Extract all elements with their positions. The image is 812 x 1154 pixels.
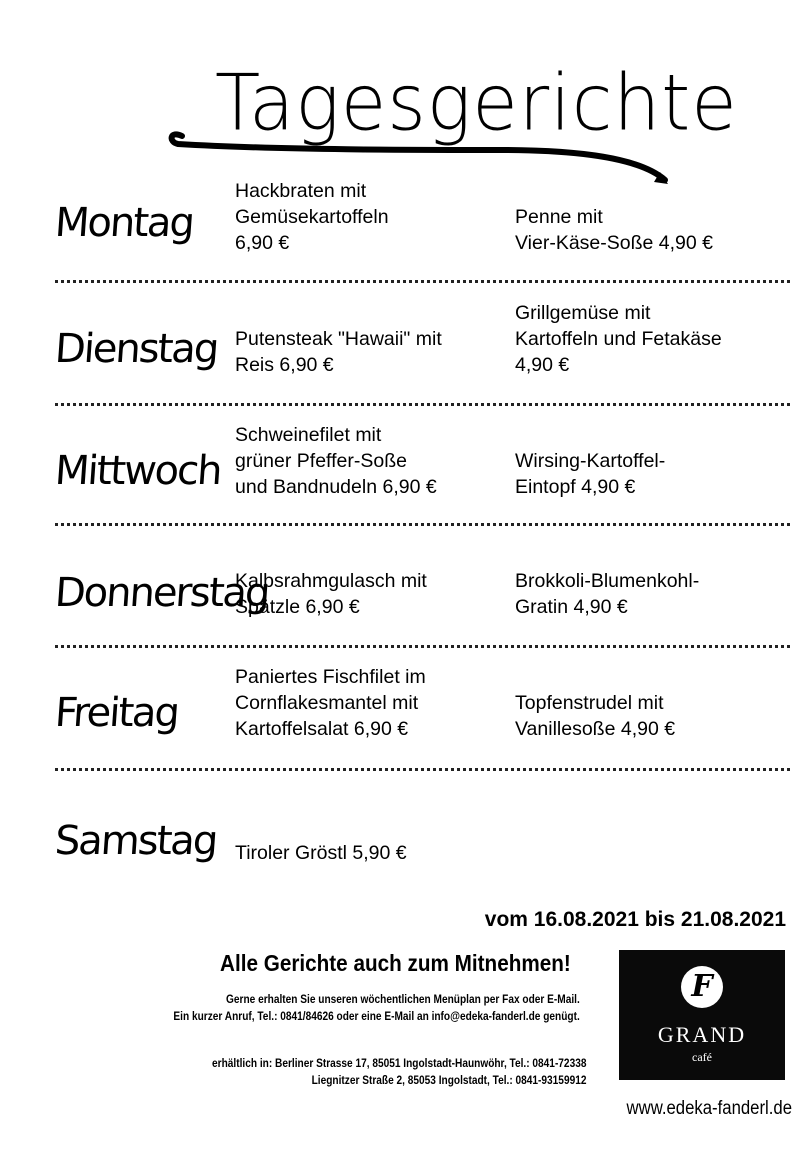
page-title-block: [160, 57, 738, 198]
info-text: [174, 992, 580, 1026]
day-label-saturday: Samstag: [53, 818, 218, 864]
day-label-monday: Montag: [53, 200, 195, 246]
dotted-divider: [55, 403, 790, 406]
dish-veg-tuesday: Grillgemüse mit Kartoffeln und Fetakäse 4,90 €: [515, 302, 722, 376]
dotted-divider: [55, 645, 790, 648]
dish-main-wednesday: Schweinefilet mit grüner Pfeffer-Soße und Bandnudeln 6,90 €: [235, 424, 437, 498]
info-line-2-suffix: genügt.: [540, 1011, 580, 1023]
dish-main-monday: Hackbraten mit Gemüsekartoffeln 6,90 €: [235, 180, 389, 254]
takeaway-note: Alle Gerichte auch zum Mitnehmen!: [220, 950, 571, 976]
dish-veg-thursday: Brokkoli-Blumenkohl- Gratin 4,90 €: [515, 570, 700, 618]
grand-cafe-logo: [619, 950, 785, 1080]
address-text: [212, 1056, 586, 1090]
address-line-1: erhältlich in: Berliner Strasse 17, 85051 Ingolstadt-Haunwöhr, Tel.: 0841-72338: [211, 1058, 586, 1070]
info-email-link[interactable]: info@edeka-fanderl.de: [431, 1011, 541, 1023]
dish-veg-monday: Penne mit Vier-Käse-Soße 4,90 €: [515, 206, 713, 254]
dish-veg-friday: Topfenstrudel mit Vanillesoße 4,90 €: [515, 692, 676, 740]
dotted-divider: [55, 523, 790, 526]
dish-main-thursday: Kalbsrahmgulasch mit Spätzle 6,90 €: [235, 570, 427, 618]
dotted-divider: [55, 768, 790, 771]
dotted-divider: [55, 280, 790, 283]
info-line-1: Gerne erhalten Sie unseren wöchentlichen Menüplan per Fax oder E-Mail.: [226, 994, 580, 1006]
page-title: Tagesgerichte: [215, 57, 738, 149]
dish-veg-wednesday: Wirsing-Kartoffel- Eintopf 4,90 €: [515, 450, 666, 498]
day-label-wednesday: Mittwoch: [53, 448, 223, 494]
day-label-tuesday: Dienstag: [53, 326, 219, 372]
dish-main-tuesday: Putensteak "Hawaii" mit Reis 6,90 €: [235, 328, 442, 376]
address-line-2: Liegnitzer Straße 2, 85053 Ingolstadt, Tel.: 0841-93159912: [311, 1075, 586, 1087]
date-range: vom 16.08.2021 bis 21.08.2021: [484, 908, 786, 931]
logo-name: GRAND: [657, 1022, 747, 1047]
day-label-thursday: Donnerstag: [53, 570, 271, 616]
website-link[interactable]: www.edeka-fanderl.de: [626, 1098, 792, 1119]
logo-subtitle: café: [692, 1050, 712, 1064]
logo-letter-icon: F: [681, 966, 723, 1008]
dish-main-friday: Paniertes Fischfilet im Cornflakesmantel mit Kartoffelsalat 6,90 €: [235, 666, 426, 740]
dish-main-saturday: Tiroler Gröstl 5,90 €: [235, 842, 407, 864]
day-label-friday: Freitag: [53, 690, 180, 736]
info-line-2-prefix: Ein kurzer Anruf, Tel.: 0841/84626 oder eine E-Mail an: [173, 1011, 432, 1023]
